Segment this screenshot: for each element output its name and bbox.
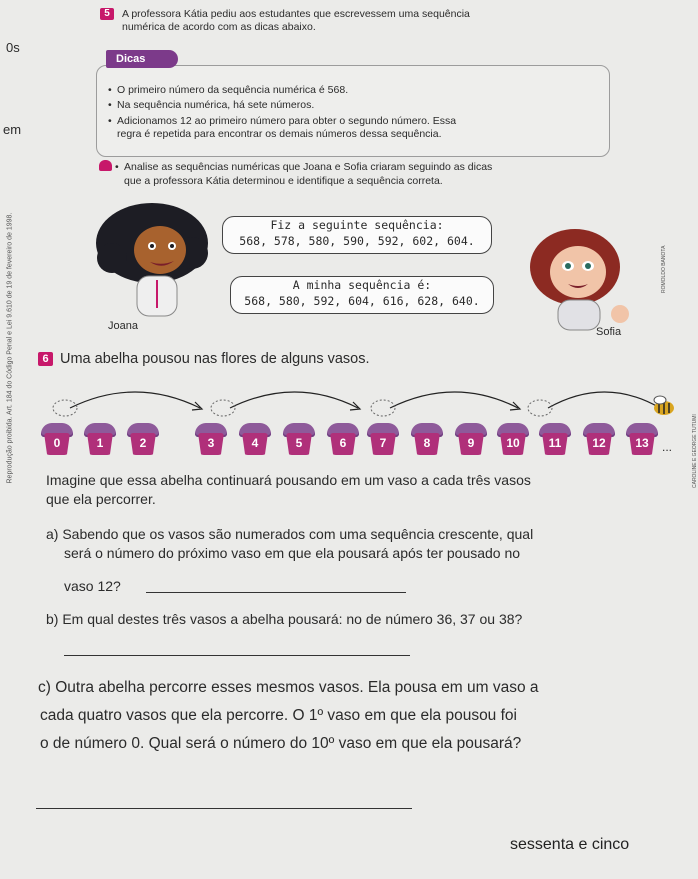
q6-intro: Imagine que essa abelha continuará pousando em um vaso a cada três vasos (46, 472, 531, 488)
margin-mark: 0s (6, 40, 20, 55)
q5-task: que a professora Kátia determinou e identifique a sequência correta. (124, 175, 443, 187)
q5-intro: numérica de acordo com as dicas abaixo. (122, 21, 316, 33)
legal-notice: Reprodução proibida. Art. 184 do Código Penal e Lei 9.610 de 19 de fevereiro de 1998. (6, 212, 14, 484)
answer-line-b[interactable] (64, 655, 410, 656)
joana-bubble-line: Fiz a seguinte sequência: (270, 218, 444, 232)
sofia-name: Sofia (596, 326, 622, 338)
dica-item: • O primeiro número da sequência numérica é 568. (117, 84, 348, 96)
dicas-box (96, 65, 610, 157)
q6-item-a: vaso 12? (64, 578, 121, 594)
vase (128, 423, 158, 456)
joana-illustration (82, 198, 232, 323)
q6-item-c: c) Outra abelha percorre esses mesmos vasos. Ela pousa em um vaso a (38, 679, 539, 696)
vase (85, 423, 115, 456)
q6-title: Uma abelha pousou nas flores de alguns vasos. (60, 351, 370, 367)
bee-path-illustration (40, 380, 680, 420)
vase (196, 423, 226, 456)
dicas-title: Dicas (106, 50, 178, 68)
vase (584, 423, 614, 456)
vase-number: 3 (207, 436, 215, 450)
dica-item: • Adicionamos 12 ao primeiro número para obter o segundo número. Essa (117, 115, 456, 127)
sofia-sequence: 568, 580, 592, 604, 616, 628, 640. (244, 294, 480, 308)
vase-number: 8 (423, 436, 431, 450)
question-5-number: 5 (100, 8, 114, 20)
vase-number: 7 (379, 436, 387, 450)
vase (456, 423, 486, 456)
vase (412, 423, 442, 456)
vase-number: 1 (96, 436, 104, 450)
joana-sequence: 568, 578, 580, 590, 592, 602, 604. (239, 234, 475, 248)
illustration-credit: ROMOLDO BANOTA (661, 245, 667, 293)
vase-number: 2 (139, 436, 147, 450)
vases-ellipsis: ... (662, 440, 673, 454)
sofia-speech-bubble (230, 276, 494, 314)
vase-number: 13 (635, 436, 649, 450)
activity-icon (99, 160, 112, 171)
joana-name: Joana (108, 320, 138, 332)
q6-item-c: o de número 0. Qual será o número do 10º vaso em que ela pousará? (40, 735, 522, 752)
vase (240, 423, 270, 456)
q6-item-a: a) Sabendo que os vasos são numerados com uma sequência crescente, qual (46, 526, 534, 542)
margin-mark: em (3, 122, 22, 137)
vase-number: 0 (53, 436, 61, 450)
vase-number: 11 (548, 436, 562, 450)
q6-intro: que ela percorrer. (46, 491, 156, 507)
q6-item-b: b) Em qual destes três vasos a abelha pousará: no de número 36, 37 ou 38? (46, 611, 523, 627)
dica-item: • Na sequência numérica, há sete números. (117, 99, 314, 111)
sofia-illustration (520, 222, 640, 332)
vase-number: 4 (251, 436, 259, 450)
answer-line-a[interactable] (146, 592, 406, 593)
handwritten-answer: sessenta e cinco (510, 836, 630, 853)
vase (368, 423, 398, 456)
q6-item-c: cada quatro vasos que ela percorre. O 1º vaso em que ela pousou foi (40, 707, 517, 724)
vase-number: 12 (592, 436, 606, 450)
vase-number: 5 (295, 436, 303, 450)
illustration-credit: CAROLINE E GEORGE TUTUMI (692, 414, 698, 488)
vase (498, 423, 528, 456)
vase (540, 423, 570, 456)
vase (284, 423, 314, 456)
vase-number: 10 (506, 436, 520, 450)
dica-item-continuation: regra é repetida para encontrar os demais números dessa sequência. (117, 128, 442, 140)
vase-number: 9 (467, 436, 475, 450)
joana-speech-bubble (222, 216, 492, 254)
q6-item-a: será o número do próximo vaso em que ela pousará após ter pousado no (64, 545, 521, 561)
vase (42, 423, 72, 456)
q5-intro: A professora Kátia pediu aos estudantes que escrevessem uma sequência (122, 8, 470, 20)
vase (627, 423, 657, 456)
answer-line-c[interactable] (36, 808, 412, 809)
vase-number: 6 (339, 436, 347, 450)
sofia-bubble-line: A minha sequência é: (292, 278, 432, 292)
vase (328, 423, 358, 456)
q5-task: • Analise as sequências numéricas que Joana e Sofia criaram seguindo as dicas (124, 161, 492, 173)
question-6-number: 6 (38, 352, 53, 366)
